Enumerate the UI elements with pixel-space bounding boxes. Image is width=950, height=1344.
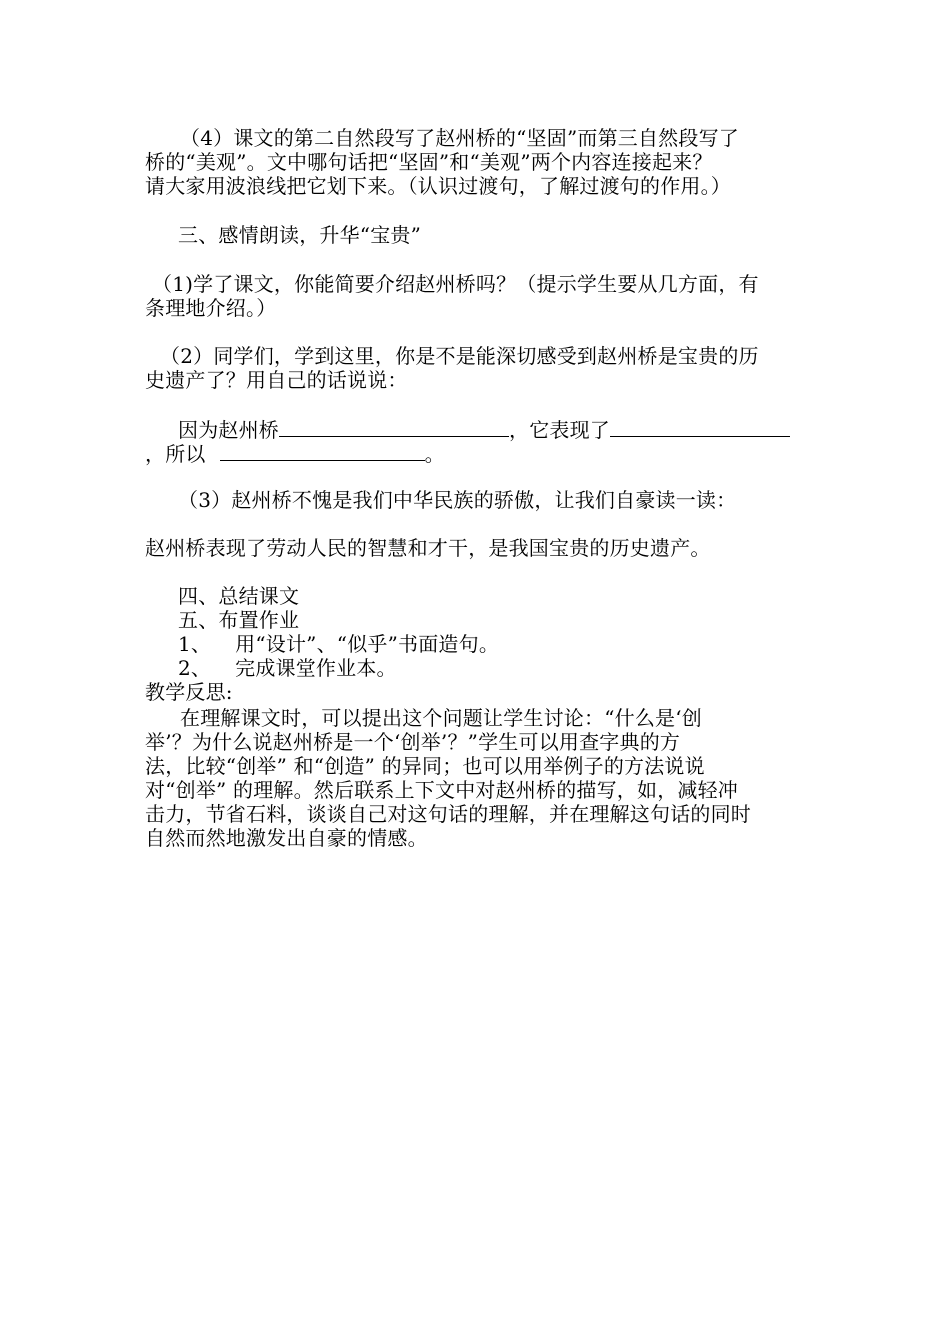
reflection-line-1: 在理解课文时，可以提出这个问题让学生讨论：“什么是‘创 bbox=[180, 706, 702, 730]
p4-line-2: 桥的“美观”。文中哪句话把“坚固”和“美观”两个内容连接起来？ bbox=[145, 150, 713, 174]
fill-text-3: ，所以 bbox=[145, 442, 206, 466]
reflection-title: 教学反思: bbox=[145, 680, 233, 704]
reflection-line-3: 法，比较“创举” 和“创造” 的异同；也可以用举例子的方法说说 bbox=[145, 754, 705, 778]
homework-text-2: 完成课堂作业本。 bbox=[235, 656, 397, 680]
homework-item-2 bbox=[178, 656, 397, 680]
p4-line-3: 请大家用波浪线把它划下来。（认识过渡句，了解过渡句的作用。） bbox=[145, 174, 731, 198]
homework-num-1: 1、 bbox=[178, 632, 212, 656]
fill-blank-1 bbox=[279, 416, 509, 437]
fill-end: 。 bbox=[424, 442, 445, 466]
reflection-line-4: 对“创举” 的理解。然后联系上下文中对赵州桥的描写，如，减轻冲 bbox=[145, 778, 739, 802]
section-4-heading: 四、总结课文 bbox=[178, 584, 300, 608]
homework-text-1: 用“设计”、“似乎”书面造句。 bbox=[235, 632, 500, 656]
q2-line-2: 史遗产了？用自己的话说说： bbox=[145, 368, 408, 392]
homework-num-2: 2、 bbox=[178, 656, 212, 680]
fill-text-1: 因为赵州桥 bbox=[178, 418, 279, 442]
q1-line-2: 条理地介绍。） bbox=[145, 296, 277, 320]
section-3-heading: 三、感情朗读，升华“宝贵” bbox=[178, 223, 422, 247]
q1-line-1: （1)学了课文，你能简要介绍赵州桥吗？（提示学生要从几方面，有 bbox=[152, 272, 759, 296]
fill-in-line-2 bbox=[145, 440, 445, 466]
reflection-line-2: 举’？为什么说赵州桥是一个‘创举’？”学生可以用查字典的方 bbox=[145, 730, 681, 754]
p4-line-1: （4）课文的第二自然段写了赵州桥的“坚固”而第三自然段写了 bbox=[180, 126, 739, 150]
reflection-line-6: 自然而然地激发出自豪的情感。 bbox=[145, 826, 428, 850]
q2-line-1: （2）同学们，学到这里，你是不是能深切感受到赵州桥是宝贵的历 bbox=[160, 344, 759, 368]
fill-text-2: ，它表现了 bbox=[509, 418, 610, 442]
fill-in-line-1 bbox=[178, 416, 790, 442]
read-sentence: 赵州桥表现了劳动人民的智慧和才干，是我国宝贵的历史遗产。 bbox=[145, 536, 711, 560]
section-5-heading: 五、布置作业 bbox=[178, 608, 300, 632]
reflection-line-5: 击力，节省石料，谈谈自己对这句话的理解，并在理解这句话的同时 bbox=[145, 802, 751, 826]
homework-item-1 bbox=[178, 632, 499, 656]
fill-blank-2 bbox=[610, 416, 790, 437]
fill-blank-3 bbox=[220, 440, 425, 461]
q3-line: （3）赵州桥不愧是我们中华民族的骄傲，让我们自豪读一读： bbox=[178, 488, 737, 512]
